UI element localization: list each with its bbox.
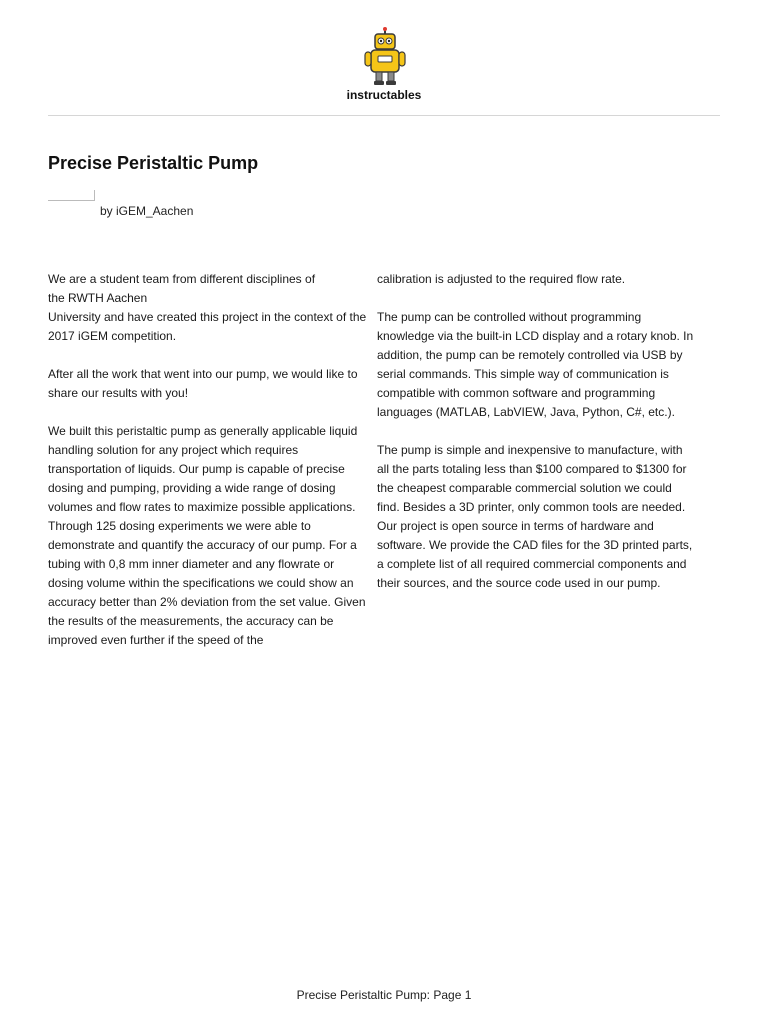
paragraph-intro-line-1: We are a student team from different disciplines of [48, 272, 316, 286]
paragraph-intro-line-2: the RWTH Aachen [48, 291, 148, 305]
paragraph-intro [48, 270, 370, 346]
left-text-column [48, 270, 370, 669]
paragraph-share: After all the work that went into our pump, we would like to share our results with you! [48, 367, 358, 400]
page-title: Precise Peristaltic Pump [48, 153, 259, 173]
page-header [0, 0, 768, 116]
header-divider [48, 115, 720, 116]
paragraph-description: We built this peristaltic pump as generally applicable liquid handling solution for any project which requires transportation of liquids. Our pump is capable of precise dosing and pumping, providing a wide range of dosing volumes and flow rates to maximize possible applications. Through 125 dosing experiments we were able to demonstrate and quantify the accuracy of our pump. For a tubing with 0,8 mm inner diameter and any flowrate or dosing volume within the specifications we could show an accuracy better than 2% deviation from the set value. Given the results of the measurements, the accuracy can be improved even further if the speed of the [48, 424, 366, 647]
paragraph-calibration: calibration is adjusted to the required flow rate. [377, 272, 626, 286]
right-text-column [377, 270, 695, 612]
paragraph-control: The pump can be controlled without programming knowledge via the built-in LCD display and a rotary knob. In addition, the pump can be remotely controlled via USB by serial commands. This simple way of communication is compatible with common software and programming languages (MATLAB, LabVIEW, Java, Python, C#, etc.). [377, 310, 694, 419]
paragraph-cost: The pump is simple and inexpensive to manufacture, with all the parts totaling less than $100 compared to $1300 for the cheapest comparable commercial solution we could find. Besides a 3D printer, only common tools are needed. Our project is open source in terms of hardware and software. We provide the CAD files for the 3D printed parts, a complete list of all required commercial components and their sources, and the source code used in our pump. [377, 443, 693, 590]
author-avatar-placeholder [48, 190, 95, 201]
instructables-robot-icon[interactable] [362, 26, 408, 86]
author-byline: by iGEM_Aachen [100, 204, 194, 218]
paragraph-intro-line-3: University and have created this project in the context of the 2017 iGEM competition. [48, 310, 367, 343]
page-footer: Precise Peristaltic Pump: Page 1 [296, 988, 472, 1002]
brand-name[interactable]: instructables [346, 88, 422, 102]
